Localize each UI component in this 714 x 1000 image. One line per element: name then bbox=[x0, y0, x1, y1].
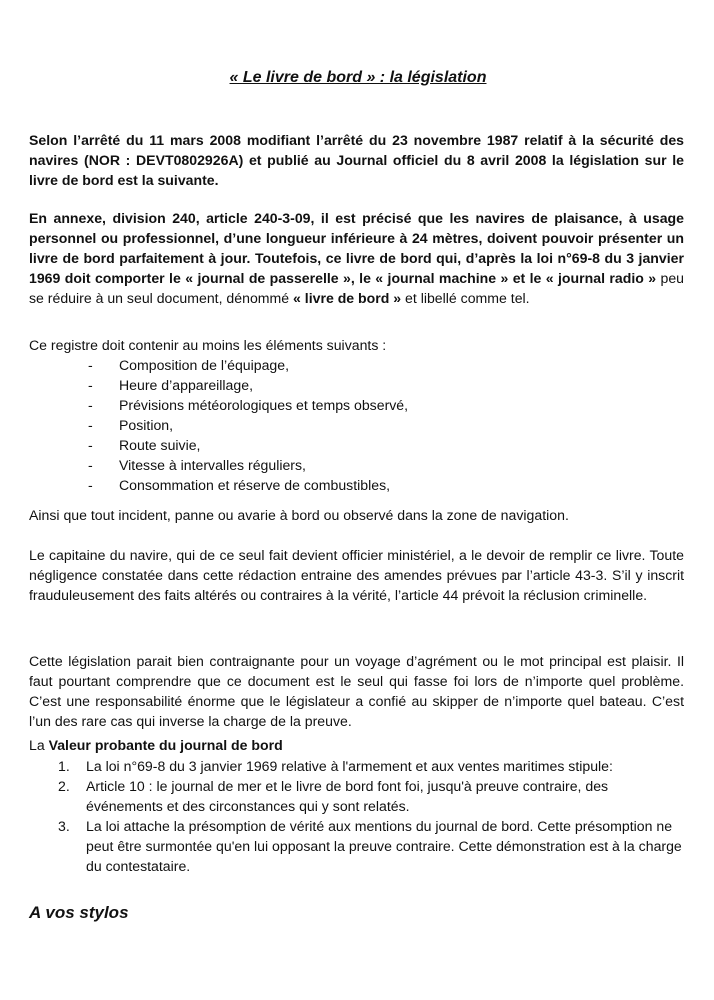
annex-text-bold-2: « livre de bord » bbox=[293, 290, 402, 306]
list-item: - Vitesse à intervalles réguliers, bbox=[88, 457, 306, 473]
list-item: - Composition de l’équipage, bbox=[88, 357, 290, 373]
annex-text-normal-2: et libellé comme tel. bbox=[401, 290, 530, 306]
section-heading bbox=[29, 735, 684, 755]
list-item: - Route suivie, bbox=[88, 437, 201, 453]
captain-paragraph: Le capitaine du navire, qui de ce seul fait devient officier ministériel, a le devoir de remplir ce livre. Toute négligence constatée dans cette rédaction entraine des amendes prévues par l’article 43-3. S’il y inscrit frauduleusement des faits altérés ou contraires à la vérité, l’article 44 prévoit la réclusion criminelle. bbox=[29, 547, 684, 603]
annex-paragraph bbox=[29, 208, 684, 308]
annex-text-normal-1: peu se réduire à un seul document, dénommé bbox=[29, 270, 685, 306]
section-title: Valeur probante du journal de bord bbox=[48, 737, 283, 753]
list-item: - Consommation et réserve de combustibles, bbox=[88, 477, 391, 493]
probative-value-list bbox=[29, 756, 684, 876]
list-item: 1. La loi n°69-8 du 3 janvier 1969 relative à l'armement et aux ventes maritimes stipule: bbox=[58, 758, 613, 774]
list-item: 3. La loi attache la présomption de vérité aux mentions du journal de bord. Cette présomption ne peut être surmontée qu'en lui opposant la preuve contraire. Cette démonstration est à la charge du contestataire. bbox=[58, 818, 682, 874]
intro-paragraph: Selon l’arrêté du 11 mars 2008 modifiant l’arrêté du 23 novembre 1987 relatif à la sécurité des navires (NOR : DEVT0802926A) et publié au Journal officiel du 8 avril 2008 la législation sur le livre de bord est la suivante. bbox=[29, 132, 684, 188]
list-item: - Heure d’appareillage, bbox=[88, 377, 253, 393]
required-elements-list bbox=[29, 355, 408, 495]
list-item: 2. Article 10 : le journal de mer et le livre de bord font foi, jusqu'à preuve contraire, des événements et des circonstances qui y sont relatés. bbox=[58, 778, 609, 814]
legislation-paragraph: Cette législation parait bien contraignante pour un voyage d’agrément ou le mot principal est plaisir. Il faut pourtant comprendre que ce document est le seul qui fasse foi lors de n’importe quel problème. C’est une responsabilité énorme que le législateur a confié au skipper de n’importe quel bateau. C’est l’un des rare cas qui inverse la charge de la preuve. bbox=[29, 653, 684, 729]
register-intro: Ce registre doit contenir au moins les éléments suivants : bbox=[29, 337, 387, 353]
list-item: - Position, bbox=[88, 417, 174, 433]
closing-line: A vos stylos bbox=[29, 903, 129, 922]
section-prefix: La bbox=[29, 737, 49, 753]
annex-text-bold: En annexe, division 240, article 240-3-09, il est précisé que les navires de plaisance, à usage personnel ou professionnel, d’une longueur inférieure à 24 mètres, doivent pouvoir présenter un livre de bord parfaitement à jour. Toutefois, ce livre de bord qui, d’après la loi n°69-8 du 3 janvier 1969 doit comporter le « journal de passerelle », le « journal machine » et le « journal radio » bbox=[29, 210, 684, 286]
list-item: - Prévisions météorologiques et temps observé, bbox=[88, 397, 409, 413]
page-title: « Le livre de bord » : la législation bbox=[229, 69, 487, 86]
incident-paragraph: Ainsi que tout incident, panne ou avarie à bord ou observé dans la zone de navigation. bbox=[29, 507, 569, 523]
